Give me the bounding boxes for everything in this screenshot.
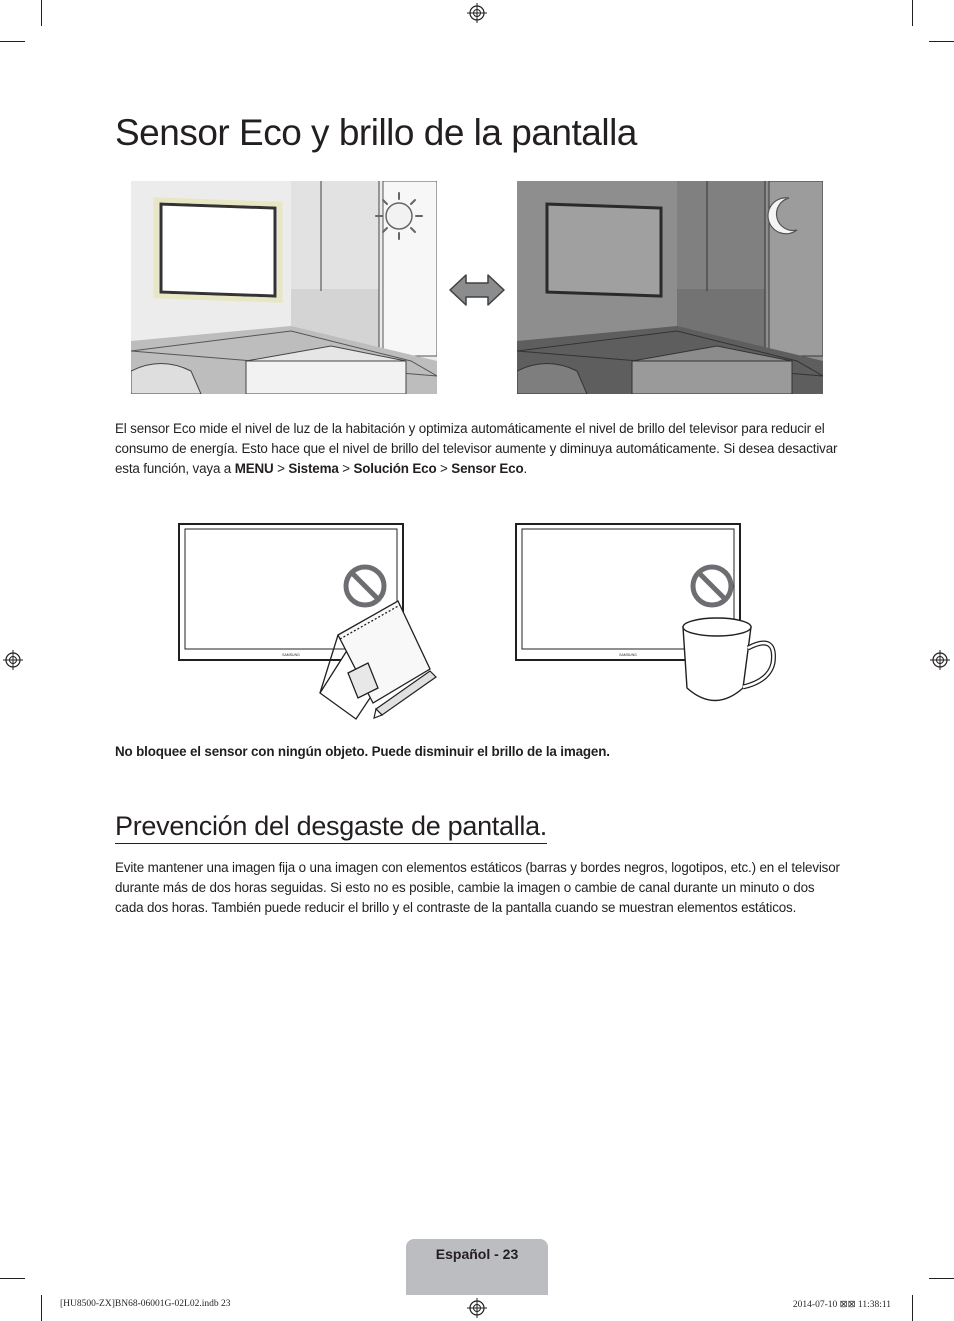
print-slug-left: [HU8500-ZX]BN68-06001G-02L02.indb 23	[60, 1299, 231, 1309]
path-separator: >	[338, 461, 354, 476]
tv-brand-logo: SAMSUNG	[619, 653, 637, 657]
tv-mug-illustration	[515, 523, 780, 713]
section-title: Prevención del desgaste de pantalla.	[115, 812, 547, 844]
path-separator: >	[273, 461, 289, 476]
eco-paragraph	[115, 419, 840, 479]
crop-mark	[0, 1278, 25, 1279]
page-number: Español - 23	[435, 1246, 519, 1262]
print-slug-right: 2014-07-10 ⊠⊠ 11:38:11	[792, 1300, 891, 1310]
dark-room-illustration	[517, 181, 823, 394]
crop-mark	[0, 41, 25, 42]
double-arrow-icon	[448, 272, 506, 308]
menu-path-sistema: Sistema	[288, 461, 339, 476]
registration-mark-icon	[3, 650, 23, 670]
path-separator: >	[436, 461, 452, 476]
crop-mark	[929, 1278, 954, 1279]
crop-mark	[41, 1295, 42, 1321]
menu-path-solucion-eco: Solución Eco	[353, 461, 437, 476]
registration-mark-icon	[467, 1298, 487, 1318]
registration-mark-icon	[930, 650, 950, 670]
tv-calendar-illustration	[178, 523, 443, 723]
crop-mark	[912, 0, 913, 26]
sensor-warning: No bloquee el sensor con ningún objeto. Puede disminuir el brillo de la imagen.	[115, 744, 610, 759]
burn-in-paragraph: Evite mantener una imagen fija o una imagen con elementos estáticos (barras y bordes negros, logotipos, etc.) en el televisor durante más de dos horas seguidas. Si esto no es posible, cambie la imagen o cambie de canal durante un minuto o dos cada dos horas. También puede reducir el brillo y el contraste de la pantalla cuando se muestran elementos estáticos.	[115, 860, 840, 915]
crop-mark	[41, 0, 42, 26]
crop-mark	[912, 1295, 913, 1321]
menu-path-sensor-eco: Sensor Eco	[451, 461, 524, 476]
bright-room-illustration	[131, 181, 437, 394]
sun-icon	[376, 193, 422, 239]
crop-mark	[929, 41, 954, 42]
eco-end-text: .	[523, 461, 528, 476]
menu-path-menu: MENU	[234, 461, 274, 476]
coffee-mug	[683, 618, 773, 701]
registration-mark-icon	[467, 3, 487, 23]
eco-intro-text: El sensor Eco mide el nivel de luz de la habitación y optimiza automáticamente el nivel de brillo del televisor para reducir el consumo de energía. Esto hace que el nivel de brillo del televisor aumente y diminuya automáticamente. Si desea desactivar esta función, vaya a	[115, 421, 838, 476]
tv-brand-logo: SAMSUNG	[282, 653, 300, 657]
page-title: Sensor Eco y brillo de la pantalla	[115, 112, 637, 153]
